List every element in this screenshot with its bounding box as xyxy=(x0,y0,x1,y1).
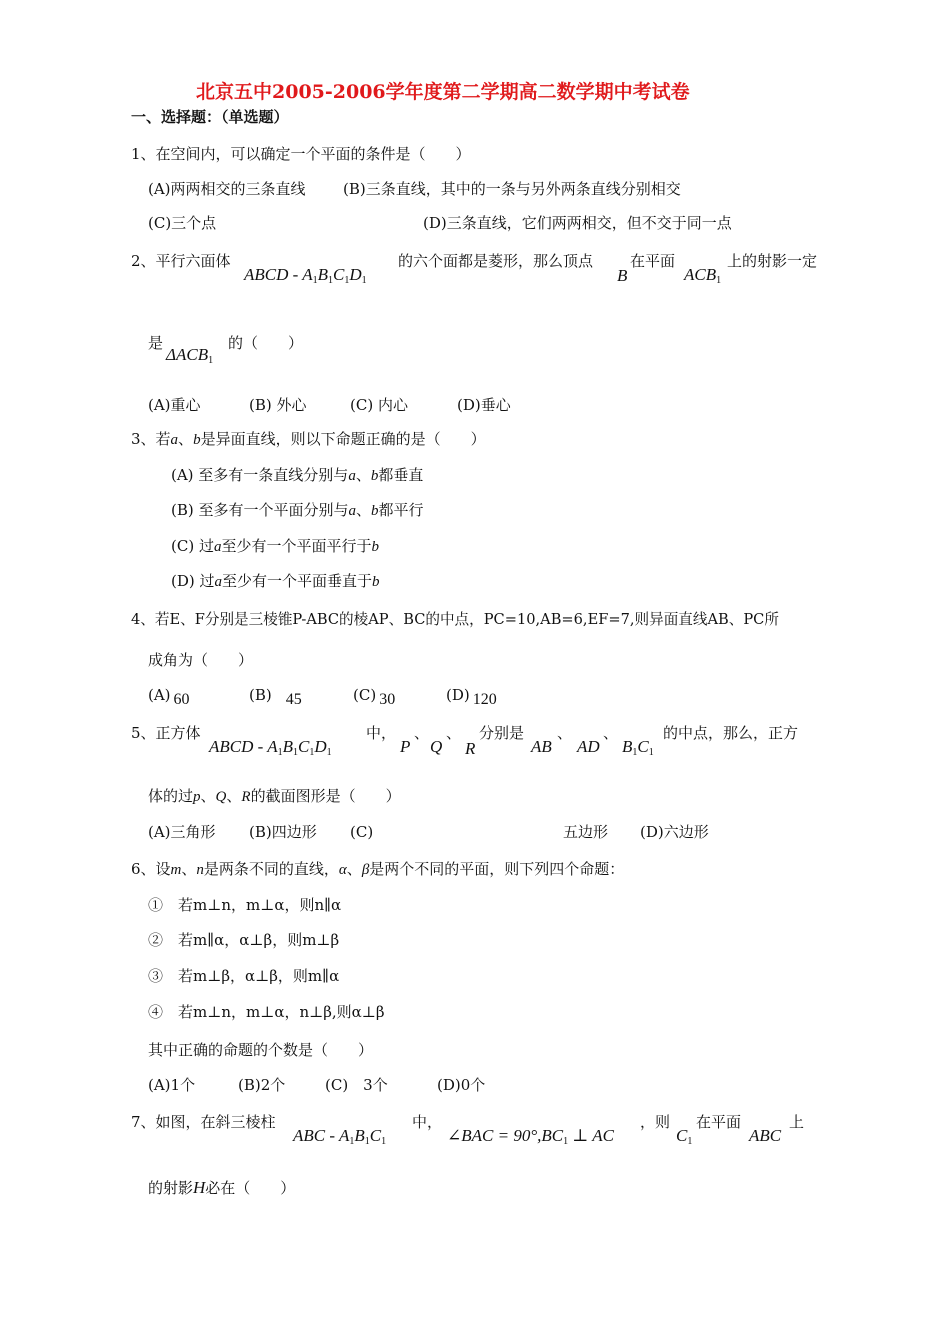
option-c: (C) 30 xyxy=(353,686,396,708)
math-c1: $C_1$ xyxy=(676,1126,693,1147)
math-plane: $ACB_1$ xyxy=(684,265,722,286)
option-c: (C) 3个 xyxy=(325,1076,388,1094)
math-b1c1: $B_1C_1$ xyxy=(622,737,654,758)
section-heading: 一、选择题：（单选题） xyxy=(131,108,289,126)
question-text: 中， xyxy=(366,724,397,742)
math-angle: ∠BAC = $90^\circ,BC_1$ ⊥ AC xyxy=(447,1126,615,1147)
option-a: (A) 60 xyxy=(148,686,190,708)
math-ad: AD xyxy=(577,737,600,756)
option-d: (D)三条直线，它们两两相交，但不交于同一点 xyxy=(423,214,732,232)
question-text: ，则 xyxy=(640,1113,671,1131)
proposition-3: ③ 若m⊥β，α⊥β，则m∥α xyxy=(148,967,340,985)
proposition-4: ④ 若m⊥n，m⊥α，n⊥β,则α⊥β xyxy=(148,1003,385,1021)
math-prism: ABC - $A_1B_1C_1$ xyxy=(293,1126,387,1147)
question-text: 在平面 xyxy=(630,252,676,270)
math-p: P xyxy=(400,737,411,756)
question-text: 2、平行六面体 xyxy=(131,252,231,270)
option-a: (A) 至多有一条直线分别与a、b都垂直 xyxy=(171,466,424,484)
math-ab: AB xyxy=(531,737,552,756)
question-text: 在平面 xyxy=(696,1113,742,1131)
option-d: (D)0个 xyxy=(437,1076,486,1094)
option-a: (A)重心 xyxy=(148,396,201,414)
question-text: 的（ ） xyxy=(228,334,304,352)
question-text: 上的射影一定 xyxy=(727,252,818,270)
math-cube: ABCD - $A_1B_1C_1D_1$ xyxy=(209,737,332,758)
question-text: 的中点，那么，正方 xyxy=(663,724,799,742)
proposition-2: ② 若m∥α，α⊥β，则m⊥β xyxy=(148,931,340,949)
option-c: (C) xyxy=(350,823,374,841)
option-d: (D)六边形 xyxy=(640,823,709,841)
separator: 、 xyxy=(414,724,430,742)
math-vertex: B xyxy=(617,266,628,285)
question-text: 的六个面都是菱形，那么顶点 xyxy=(398,252,594,270)
math-q: Q xyxy=(430,737,443,756)
option-b: (B) 45 xyxy=(249,686,302,708)
question-text: 7、如图，在斜三棱柱 xyxy=(131,1113,276,1131)
question-text: 体的过p、Q、R的截面图形是（ ） xyxy=(148,787,401,805)
option-b: (B)2个 xyxy=(238,1076,286,1094)
separator: 、 xyxy=(603,724,619,742)
option-c-text: 五边形 xyxy=(563,823,609,841)
option-c: (C)三个点 xyxy=(148,214,217,232)
math-abc: ABC xyxy=(749,1126,782,1145)
question-text: 分别是 xyxy=(479,724,525,742)
option-c: (C) 过a至少有一个平面平行于b xyxy=(171,537,379,555)
option-b: (B)四边形 xyxy=(249,823,317,841)
question-text: 3、若a、b是异面直线，则以下命题正确的是（ ） xyxy=(131,430,486,448)
math-prism: ABCD - $A_1B_1C_1D_1$ xyxy=(244,265,367,286)
question-text: 4、若E、F分别是三棱锥P-ABC的棱AP、BC的中点，PC=10,AB=6,EF=7,则异面直线AB、PC所 xyxy=(131,611,779,628)
question-text: 成角为（ ） xyxy=(148,651,254,669)
separator: 、 xyxy=(557,724,573,742)
question-text: 6、设m、n是两条不同的直线，α、β是两个不同的平面，则下列四个命题： xyxy=(131,860,625,878)
question-stem: 1、在空间内，可以确定一个平面的条件是（ ） xyxy=(131,145,471,163)
question-text: 上 xyxy=(789,1113,805,1131)
question-text: 5、正方体 xyxy=(131,724,201,742)
question-text: 是 xyxy=(148,334,164,352)
option-b: (B) 至多有一个平面分别与a、b都平行 xyxy=(171,501,424,519)
question-text: 的射影H必在（ ） xyxy=(148,1178,296,1197)
option-d: (D)垂心 xyxy=(457,396,511,414)
option-b: (B) 外心 xyxy=(249,396,307,414)
option-c: (C) 内心 xyxy=(350,396,408,414)
option-a: (A)三角形 xyxy=(148,823,216,841)
proposition-1: ① 若m⊥n，m⊥α，则n∥α xyxy=(148,896,342,914)
option-d: (D) 过a至少有一个平面垂直于b xyxy=(171,572,380,590)
option-a: (A)两两相交的三条直线 xyxy=(148,180,306,198)
question-text: 中， xyxy=(412,1113,443,1131)
option-b: (B)三条直线，其中的一条与另外两条直线分别相交 xyxy=(343,180,681,198)
option-d: (D) 120 xyxy=(446,686,497,708)
separator: 、 xyxy=(446,724,462,742)
math-triangle: $\Delta ACB_1$ xyxy=(166,345,214,366)
question-text: 其中正确的命题的个数是（ ） xyxy=(148,1041,374,1059)
page-title: 北京五中2005-2006学年度第二学期高二数学期中考试卷 xyxy=(196,81,690,103)
math-r: R xyxy=(465,739,476,758)
option-a: (A)1个 xyxy=(148,1076,196,1094)
